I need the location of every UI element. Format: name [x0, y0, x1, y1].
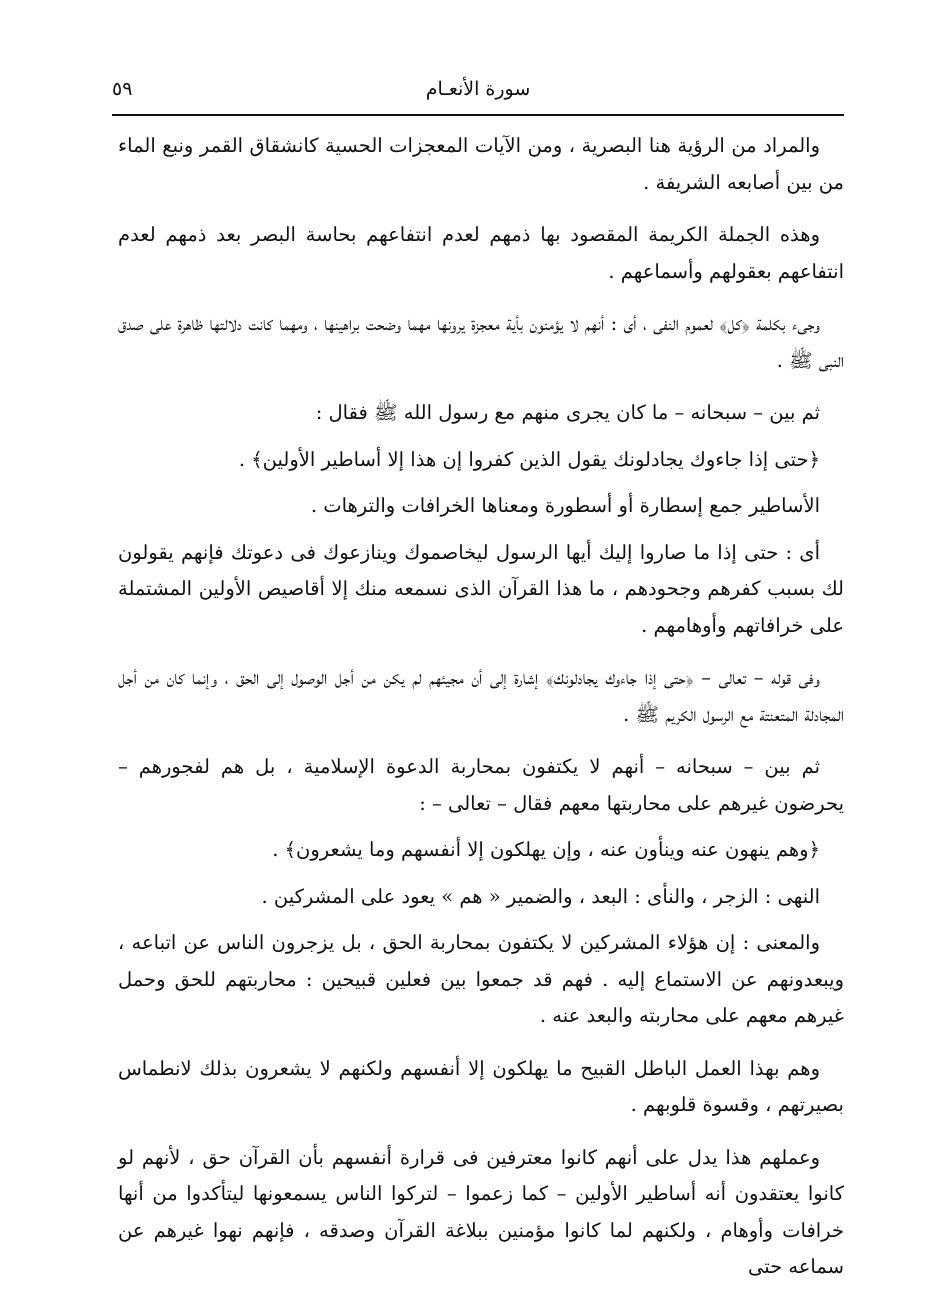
- paragraph-9: النهى : الزجر ، والنأى : البعد ، والضمير « هم » يعود على المشركين .: [261, 884, 820, 908]
- surah-title: سورة الأنعـام: [425, 78, 531, 100]
- paragraph-5: الأساطير جمع إسطارة أو أسطورة ومعناها الخرافات والترهات .: [310, 494, 820, 517]
- paragraph-6: أى : حتى إذا ما صاروا إليك أيها الرسول ليخاصموك وينازعوك فى دعوتك فإنهم يقولون لك بسبب كفرهم وجحودهم ، ما هذا القرآن الذى نسمعه منك إلا أقاصيص الأولين المشتملة على خرافاتهم وأوهامهم .: [118, 540, 844, 637]
- page-header: [112, 64, 844, 110]
- page-number: ٥٩: [112, 78, 133, 100]
- paragraph-3: وجىء بكلمة ﴿كل﴾ لعموم النفى ، أى : أنهم لا يؤمنون بأية معجزة يرونها مهما وضحت براهينها ، ومهما كانت دلالتها ظاهرة على صدق النبى ﷺ .: [118, 312, 844, 372]
- paragraph-2: وهذه الجملة الكريمة المقصود بها ذمهم لعدم انتفاعهم بحاسة البصر بعد ذمهم لعدم انتفاعهم بعقولهم وأسماعهم .: [118, 223, 844, 283]
- paragraph-12: وعملهم هذا يدل على أنهم كانوا معترفين فى قرارة أنفسهم بأن القرآن حق ، لأنهم لو كانوا يعتقدون أنه أساطير الأولين – كما زعموا – لتركوا الناس يسمعونها ليتأكدوا من أنها خرافات وأوهام ، ولكنهم لما كانوا مؤمنين ببلاغة القرآن وصدقه ، فإنهم نهوا غيرهم عن سماعه حتى: [118, 1145, 844, 1278]
- paragraph-1: والمراد من الرؤية هنا البصرية ، ومن الآيات المعجزات الحسية كانشقاق القمر ونبع الماء من بين أصابعه الشريفة .: [118, 134, 844, 194]
- quran-verse-1: ﴿حتى إذا جاءوك يجادلونك يقول الذين كفروا إن هذا إلا أساطير الأولين﴾ .: [238, 447, 820, 471]
- paragraph-8: ثم بين – سبحانه – أنهم لا يكتفون بمحاربة الدعوة الإسلامية ، بل هم لفجورهم – يحرضون غيرهم على محاربتها معهم فقال – تعالى – :: [118, 755, 844, 815]
- paragraph-10: والمعنى : إن هؤلاء المشركين لا يكتفون بمحاربة الحق ، بل يزجرون الناس عن اتباعه ، ويبعدونهم عن الاستماع إليه . فهم قد جمعوا بين فعلين قبيحين : محاربتهم للحق وحمل غيرهم معهم على محاربته والبعد عنه .: [118, 931, 844, 1027]
- header-rule: [112, 114, 844, 116]
- body-text: [118, 128, 844, 1302]
- paragraph-11: وهم بهذا العمل الباطل القبيح ما يهلكون إلا أنفسهم ولكنهم لا يشعرون بذلك لانطماس بصيرتهم ، وقسوة قلوبهم .: [118, 1056, 844, 1116]
- paragraph-4: ثم بين – سبحانه – ما كان يجرى منهم مع رسول الله ﷺ فقال :: [315, 401, 820, 424]
- quran-verse-2: ﴿وهم ينهون عنه وينأون عنه ، وإن يهلكون إلا أنفسهم وما يشعرون﴾ .: [272, 838, 820, 861]
- paragraph-7: وفى قوله – تعالى – ﴿حتى إذا جاءوك يجادلونك﴾ إشارة إلى أن مجيئهم لم يكن من أجل الوصول إلى الحق ، وإنما كان من أجل المجادلة المتعنتة مع الرسول الكريم ﷺ .: [118, 666, 844, 726]
